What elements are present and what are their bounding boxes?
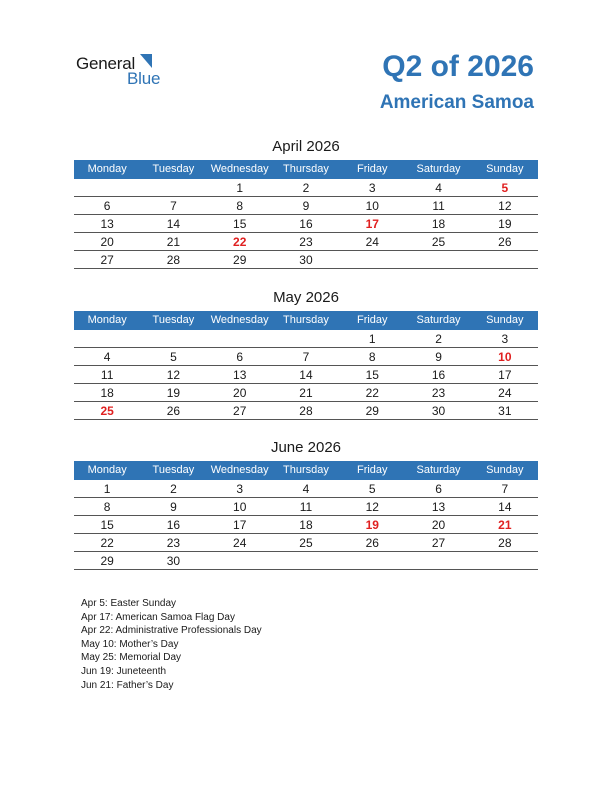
day-cell: 22 (100, 536, 114, 550)
week-row (74, 402, 538, 420)
day-cell: 20 (431, 518, 446, 532)
day-cell: 26 (498, 235, 512, 249)
day-cell: 19 (498, 217, 512, 231)
week-row (74, 215, 538, 233)
day-cell: 10 (233, 500, 247, 514)
day-cell: 30 (299, 253, 313, 267)
day-cell: 9 (302, 199, 310, 213)
day-cell: 5 (501, 181, 509, 195)
weekday-label: Tuesday (152, 314, 195, 326)
weekday-label: Thursday (283, 464, 329, 476)
weekday-label: Monday (87, 163, 127, 175)
weekday-label: Saturday (416, 464, 461, 476)
day-cell: 28 (498, 536, 512, 550)
day-cell: 23 (299, 235, 313, 249)
empty-day-cell (140, 179, 206, 196)
day-cell: 12 (166, 368, 181, 382)
holiday-note: Jun 19: Juneteenth (81, 665, 167, 677)
page-title: Q2 of 2026 (382, 50, 534, 83)
weekday-label: Thursday (283, 163, 329, 175)
day-cell: 15 (365, 368, 379, 382)
day-cell: 4 (103, 350, 111, 364)
day-cell: 8 (368, 350, 376, 364)
week-row (74, 179, 538, 197)
day-cell: 17 (365, 217, 379, 231)
day-cell: 21 (299, 386, 313, 400)
day-cell: 23 (431, 386, 446, 400)
week-row (74, 366, 538, 384)
weekday-label: Thursday (283, 314, 329, 326)
day-cell: 12 (498, 199, 512, 213)
week-row (74, 498, 538, 516)
month-title: June 2026 (270, 439, 342, 456)
day-cell: 1 (368, 332, 376, 346)
weekday-label: Wednesday (210, 314, 269, 326)
day-cell: 29 (233, 253, 247, 267)
day-cell: 14 (166, 217, 181, 231)
day-cell: 7 (302, 350, 310, 364)
day-cell: 24 (365, 235, 379, 249)
week-row (74, 348, 538, 366)
holiday-note: May 25: Memorial Day (81, 652, 182, 664)
day-cell: 30 (166, 554, 181, 568)
weekday-header (74, 160, 538, 179)
week-row (74, 552, 538, 570)
week-row (74, 516, 538, 534)
day-cell: 16 (431, 368, 446, 382)
month-april (74, 136, 538, 269)
day-cell: 21 (166, 235, 181, 249)
week-row (74, 330, 538, 348)
weekday-header (74, 461, 538, 480)
week-row (74, 197, 538, 215)
day-cell: 19 (365, 518, 379, 532)
day-cell: 10 (498, 350, 512, 364)
holiday-note: Apr 22: Administrative Professionals Day (81, 625, 262, 637)
day-cell: 4 (435, 181, 442, 195)
week-row (74, 251, 538, 269)
day-cell: 2 (435, 332, 442, 346)
empty-day-cell (405, 552, 471, 569)
holiday-notes (81, 597, 262, 692)
day-cell: 6 (435, 482, 442, 496)
day-cell: 13 (431, 500, 446, 514)
day-cell: 6 (236, 350, 244, 364)
day-cell: 17 (233, 518, 247, 532)
day-cell: 25 (100, 404, 114, 418)
day-cell: 14 (498, 500, 512, 514)
day-cell: 1 (236, 181, 244, 195)
day-cell: 9 (435, 350, 442, 364)
weekday-label: Wednesday (210, 163, 269, 175)
weekday-label: Friday (356, 163, 388, 175)
weekday-label: Monday (87, 464, 127, 476)
week-row (74, 480, 538, 498)
day-cell: 28 (166, 253, 181, 267)
day-cell: 7 (170, 199, 177, 213)
day-cell: 27 (233, 404, 247, 418)
day-cell: 11 (299, 500, 313, 514)
day-cell: 3 (236, 482, 244, 496)
empty-day-cell (273, 330, 339, 347)
day-cell: 24 (498, 386, 512, 400)
weekday-label: Friday (356, 464, 388, 476)
day-cell: 28 (299, 404, 313, 418)
day-cell: 31 (498, 404, 512, 418)
day-cell: 17 (498, 368, 512, 382)
day-cell: 26 (365, 536, 379, 550)
month-title: May 2026 (273, 289, 339, 306)
empty-day-cell (74, 179, 140, 196)
day-cell: 19 (166, 386, 181, 400)
empty-day-cell (74, 330, 140, 347)
week-row (74, 384, 538, 402)
empty-day-cell (273, 552, 339, 569)
day-cell: 11 (432, 199, 445, 213)
day-cell: 18 (100, 386, 114, 400)
day-cell: 20 (233, 386, 247, 400)
day-cell: 4 (302, 482, 310, 496)
empty-day-cell (339, 251, 405, 268)
day-cell: 9 (170, 500, 177, 514)
weekday-label: Tuesday (152, 464, 195, 476)
day-cell: 15 (100, 518, 114, 532)
day-cell: 27 (431, 536, 446, 550)
weekday-header (74, 311, 538, 330)
day-cell: 29 (100, 554, 114, 568)
weekday-label: Saturday (416, 314, 461, 326)
day-cell: 18 (431, 217, 446, 231)
day-cell: 25 (431, 235, 446, 249)
empty-day-cell (207, 330, 273, 347)
weekday-label: Tuesday (152, 163, 195, 175)
logo-flag-icon (140, 54, 152, 68)
day-cell: 16 (166, 518, 181, 532)
day-cell: 21 (498, 518, 512, 532)
day-cell: 1 (103, 482, 111, 496)
weekday-label: Saturday (416, 163, 461, 175)
weekday-label: Wednesday (210, 464, 269, 476)
brand-logo (76, 54, 172, 88)
day-cell: 3 (501, 332, 509, 346)
weekday-label: Monday (87, 314, 127, 326)
empty-day-cell (405, 251, 471, 268)
holiday-note: Apr 17: American Samoa Flag Day (81, 611, 235, 623)
day-cell: 2 (170, 482, 177, 496)
logo-word-blue: Blue (127, 69, 161, 88)
day-cell: 7 (501, 482, 509, 496)
day-cell: 18 (299, 518, 313, 532)
day-cell: 29 (365, 404, 379, 418)
day-cell: 3 (368, 181, 376, 195)
logo-word-general: General (76, 54, 136, 73)
empty-day-cell (472, 552, 538, 569)
day-cell: 8 (103, 500, 111, 514)
day-cell: 25 (299, 536, 313, 550)
weekday-label: Sunday (486, 163, 524, 175)
week-row (74, 233, 538, 251)
day-cell: 15 (233, 217, 247, 231)
day-cell: 13 (233, 368, 247, 382)
day-cell: 5 (170, 350, 177, 364)
day-cell: 13 (100, 217, 114, 231)
month-title: April 2026 (272, 138, 340, 155)
empty-day-cell (472, 251, 538, 268)
month-june (74, 437, 538, 570)
day-cell: 30 (431, 404, 446, 418)
page-subtitle: American Samoa (379, 92, 534, 113)
day-cell: 14 (299, 368, 313, 382)
day-cell: 22 (365, 386, 379, 400)
holiday-note: Apr 5: Easter Sunday (81, 598, 177, 609)
empty-day-cell (207, 552, 273, 569)
month-may (74, 287, 538, 420)
weekday-label: Sunday (486, 464, 524, 476)
day-cell: 6 (103, 199, 111, 213)
day-cell: 23 (166, 536, 181, 550)
empty-day-cell (140, 330, 206, 347)
day-cell: 12 (365, 500, 379, 514)
week-row (74, 534, 538, 552)
holiday-note: May 10: Mother’s Day (81, 638, 179, 650)
day-cell: 27 (100, 253, 114, 267)
weekday-label: Sunday (486, 314, 524, 326)
holiday-note: Jun 21: Father’s Day (81, 679, 174, 691)
weekday-label: Friday (356, 314, 388, 326)
day-cell: 22 (233, 235, 247, 249)
empty-day-cell (339, 552, 405, 569)
day-cell: 8 (236, 199, 244, 213)
day-cell: 20 (100, 235, 114, 249)
day-cell: 16 (299, 217, 313, 231)
day-cell: 10 (365, 199, 379, 213)
day-cell: 5 (368, 482, 376, 496)
day-cell: 26 (166, 404, 181, 418)
day-cell: 24 (233, 536, 247, 550)
day-cell: 11 (100, 368, 114, 382)
day-cell: 2 (302, 181, 310, 195)
